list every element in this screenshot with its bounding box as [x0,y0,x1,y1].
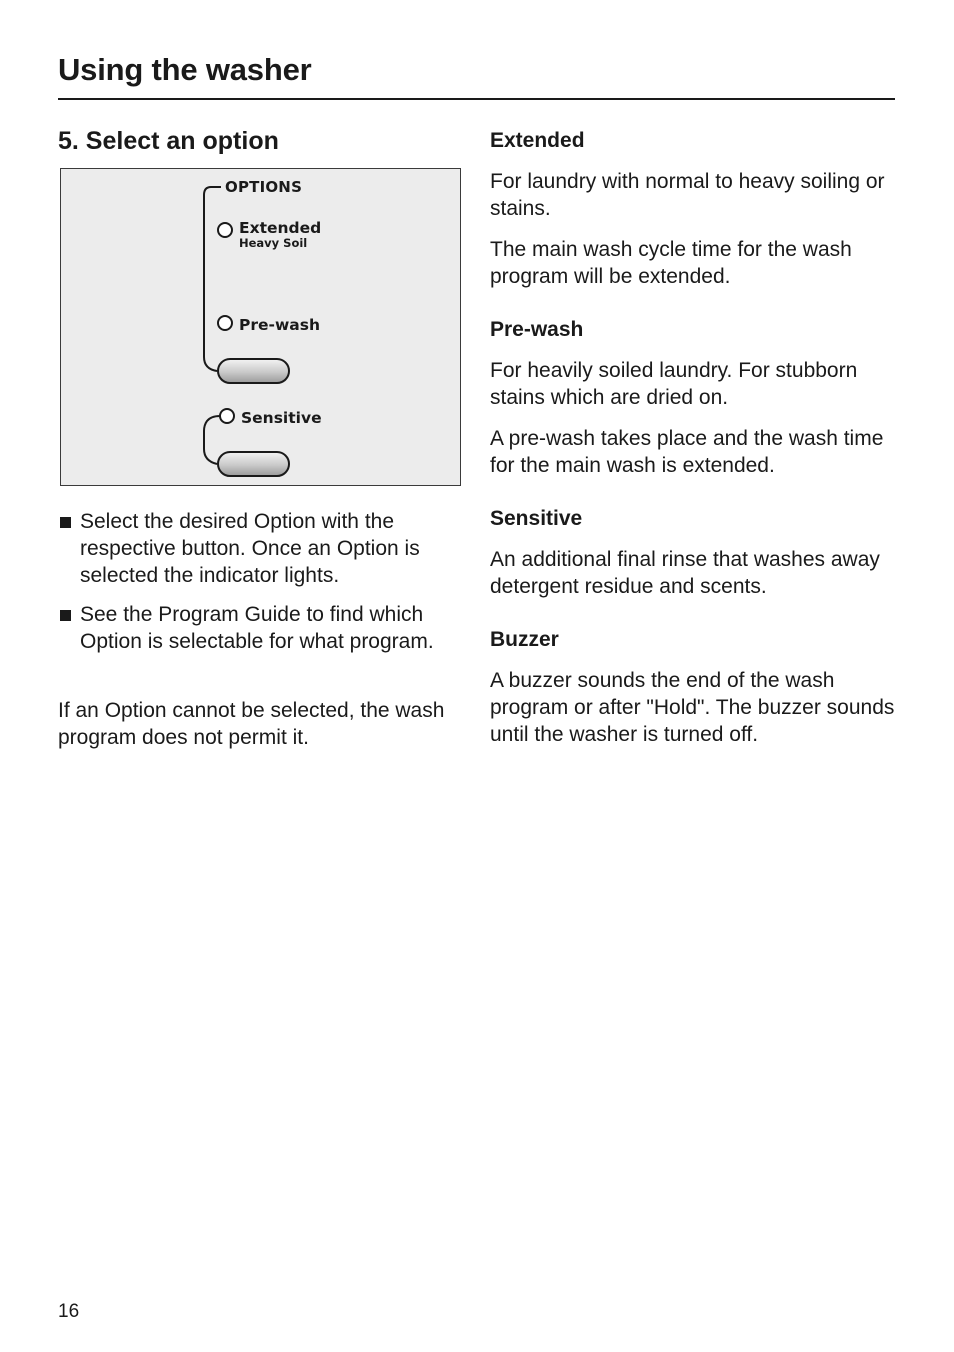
list-item-text: Select the desired Option with the respective button. Once an Option is selected the indicator lights. [80,510,420,587]
option-sensitive [490,505,900,600]
bullet-square-icon [58,601,80,655]
list-item [58,601,463,655]
extended-indicator-icon [218,223,232,237]
options-panel-illustration [60,168,461,486]
bullet-square-icon [58,508,80,589]
option-paragraph: For laundry with normal to heavy soiling or stains. [490,170,885,220]
sensitive-button [218,452,289,476]
extended-label: Extended [239,219,322,237]
left-column [58,124,463,158]
right-column [490,127,900,774]
sensitive-indicator-icon [220,409,234,423]
option-heading: Extended [490,129,585,152]
page-header [58,50,895,90]
section-title: 5. Select an option [58,127,279,155]
prewash-indicator-icon [218,316,232,330]
header-divider [58,98,895,100]
options-bracket-line [204,187,221,371]
option-paragraph: A pre-wash takes place and the wash time for the main wash is extended. [490,427,884,477]
prewash-label: Pre-wash [239,316,320,334]
option-paragraph: For heavily soiled laundry. For stubborn stains which are dried on. [490,359,858,409]
option-heading: Pre-wash [490,318,584,341]
option-paragraph: An additional final rinse that washes away detergent residue and scents. [490,548,880,598]
option-buzzer [490,626,900,748]
option-paragraph: A buzzer sounds the end of the wash program or after "Hold". The buzzer sounds until the washer is turned off. [490,669,895,746]
option-heading: Buzzer [490,628,559,651]
list-item [58,508,463,589]
options-button [218,359,289,383]
list-item-text: See the Program Guide to find which Option is selectable for what program. [80,603,434,653]
options-label: OPTIONS [225,178,303,196]
option-prewash [490,316,900,479]
option-paragraph: The main wash cycle time for the wash program will be extended. [490,238,852,288]
extended-sublabel: Heavy Soil [239,236,308,250]
sensitive-label: Sensitive [241,409,322,427]
page-number: 16 [58,1301,80,1322]
option-heading: Sensitive [490,507,583,530]
page-title: Using the washer [58,52,312,87]
instruction-list [58,508,463,667]
note-paragraph: If an Option cannot be selected, the wash program does not permit it. [58,699,445,749]
option-extended [490,127,900,290]
sensitive-bracket-line [204,416,220,464]
